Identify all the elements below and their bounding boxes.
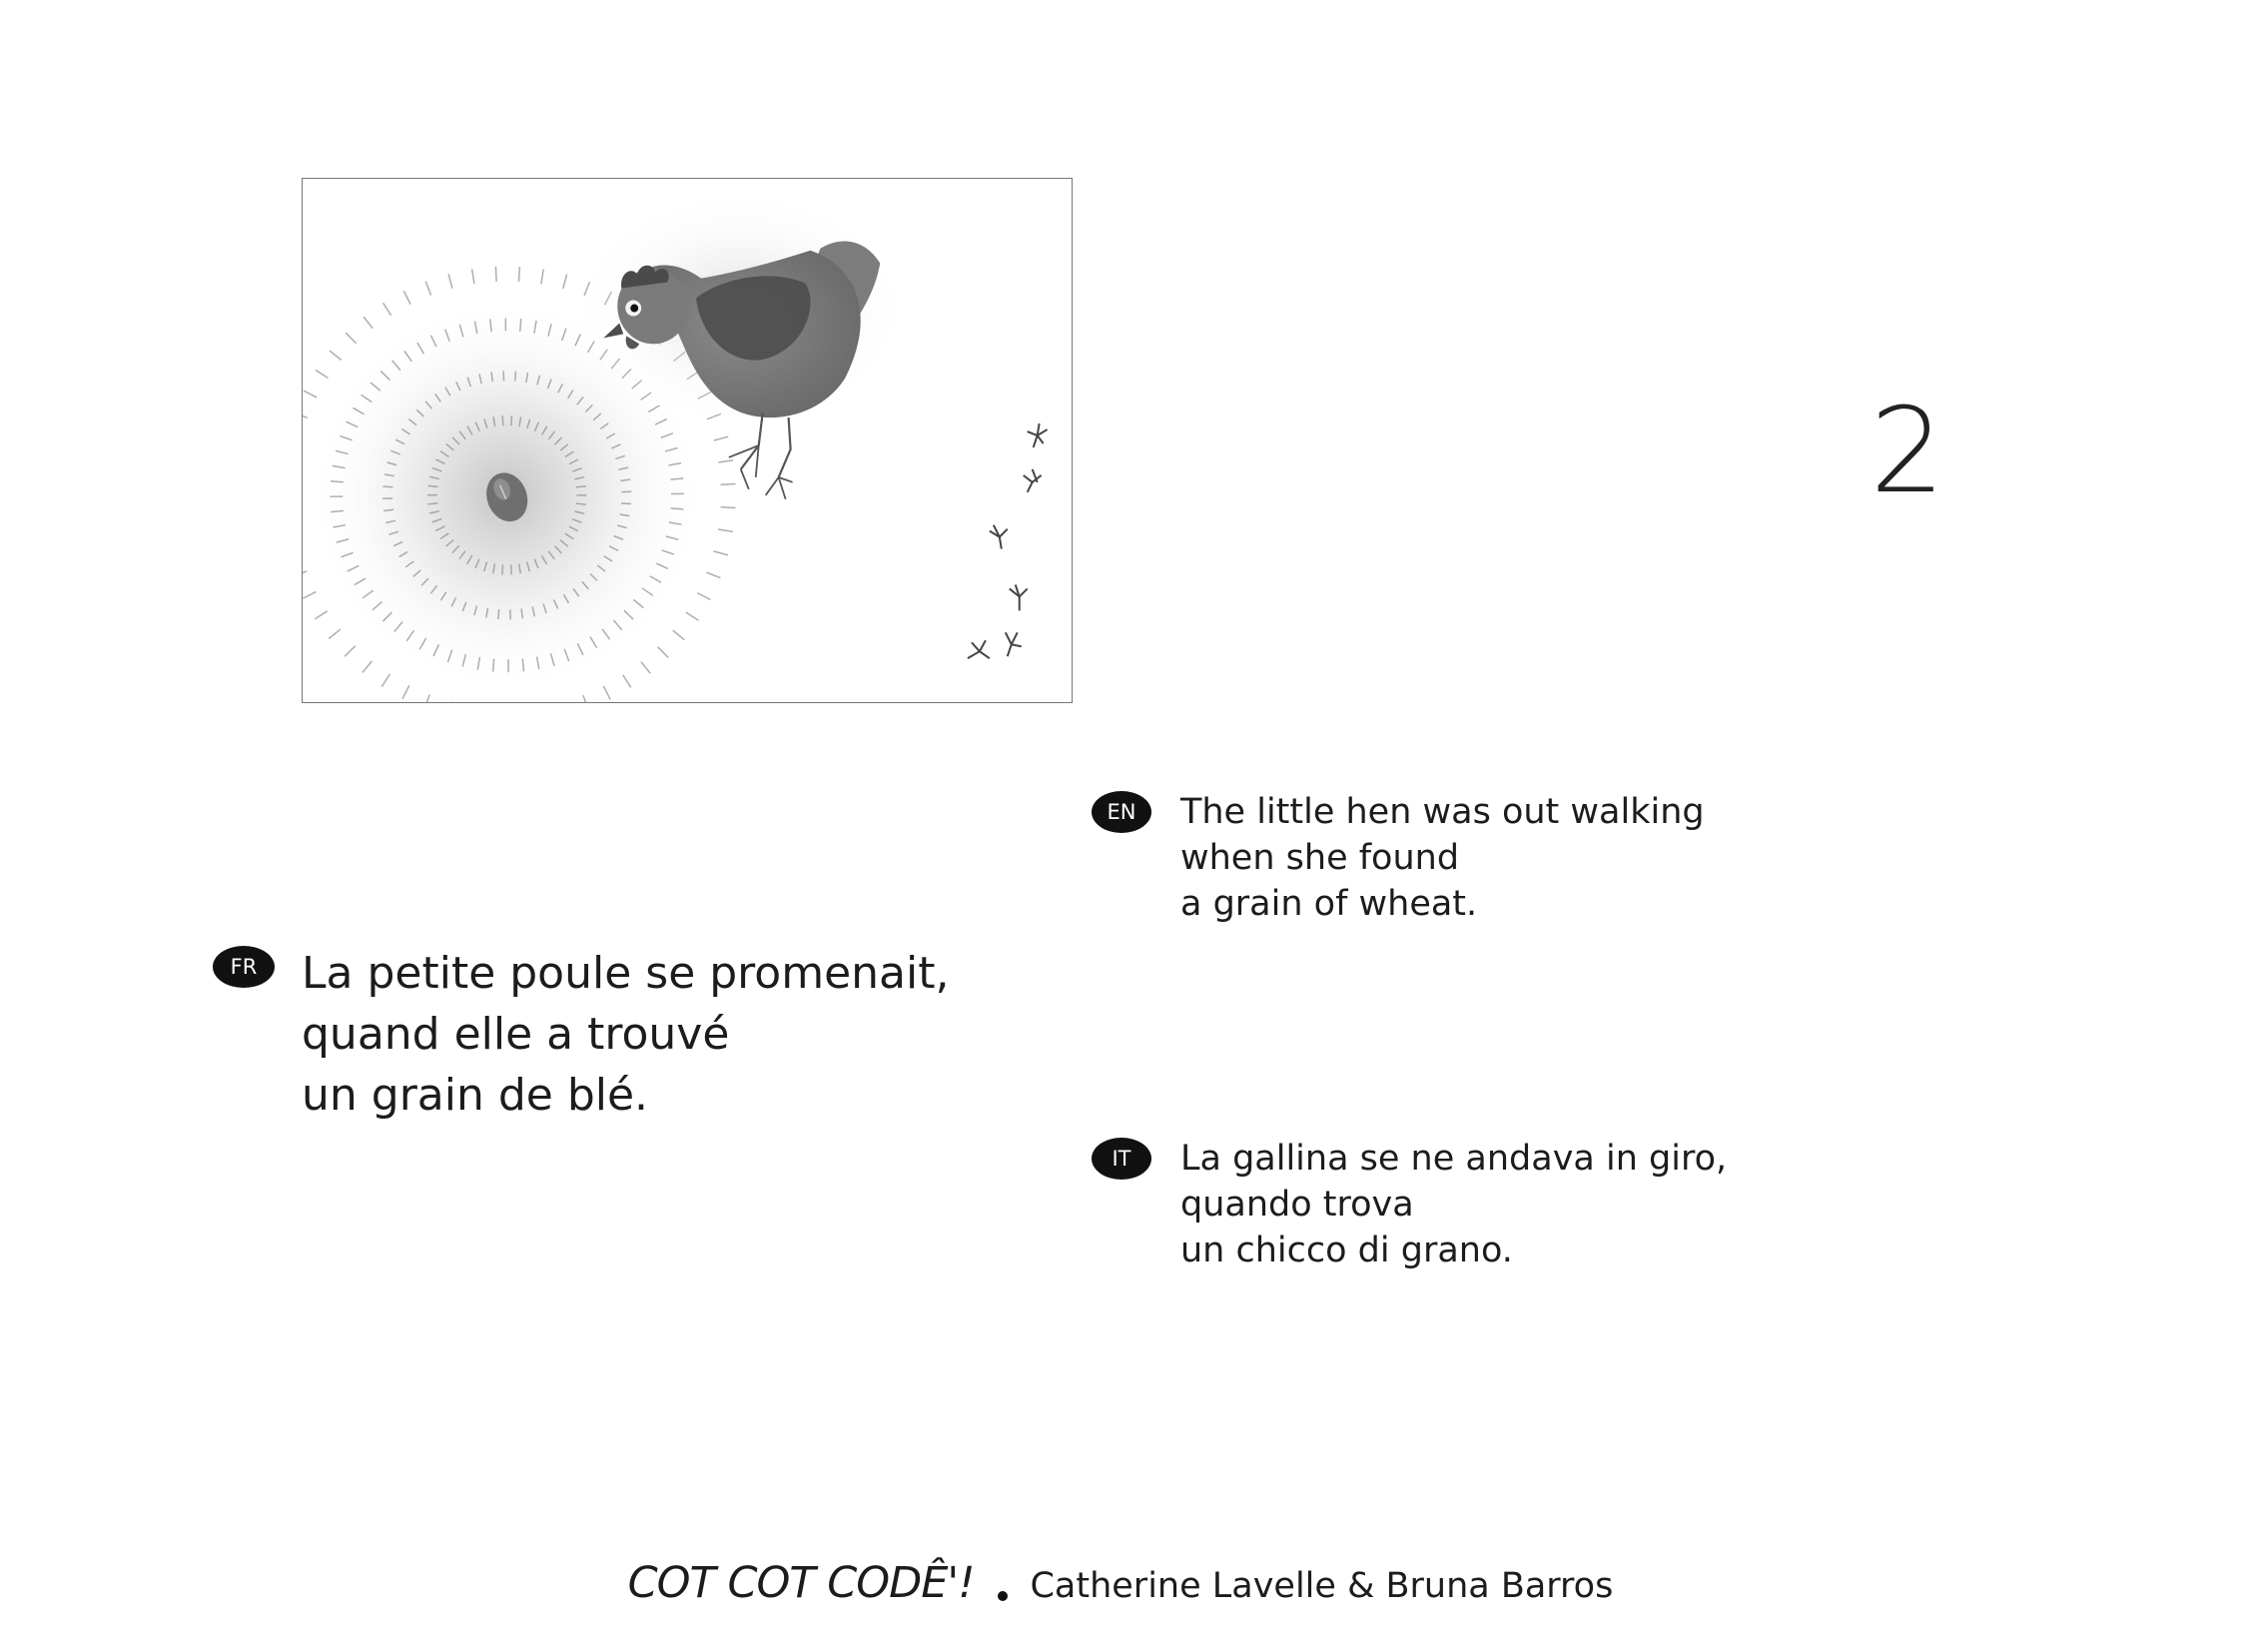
- glow-ray: [315, 611, 328, 619]
- en-text: [1180, 789, 1705, 927]
- it-text-line: quando trova: [1180, 1185, 1414, 1225]
- glow-ray: [382, 486, 392, 487]
- glow-ray: [713, 551, 727, 555]
- book-authors: Catherine Lavelle & Bruna Barros: [1030, 1566, 1614, 1606]
- glow-ray: [511, 564, 512, 574]
- glow-ray: [495, 267, 496, 282]
- glow-ray: [520, 319, 521, 332]
- footer-separator-dot: [998, 1591, 1008, 1601]
- en-text-line: a grain of wheat.: [1180, 884, 1478, 924]
- glow-ray: [671, 508, 684, 509]
- glow-ray: [541, 270, 543, 285]
- glow-ray: [345, 646, 356, 657]
- glow-ray: [363, 661, 372, 673]
- glow-ray: [364, 317, 373, 329]
- glow-ray: [673, 630, 685, 639]
- glow-ray: [346, 333, 357, 344]
- it-language-badge: IT: [1092, 1138, 1151, 1180]
- glow-ray: [303, 413, 308, 417]
- glow-ray: [686, 612, 699, 620]
- glow-ray: [424, 695, 429, 702]
- glow-ray: [448, 274, 452, 288]
- glow-ray: [515, 372, 516, 382]
- glow-ray: [697, 593, 710, 600]
- glow-ray: [658, 647, 669, 658]
- glow-ray: [502, 564, 503, 574]
- glow-ray: [425, 282, 430, 296]
- glow-ray: [721, 507, 736, 508]
- fr-text-line: La petite poule se promenait,: [302, 948, 950, 999]
- glow-ray: [511, 415, 512, 425]
- glow-ray: [519, 267, 520, 282]
- glow-ray: [603, 686, 610, 699]
- glow-ray: [583, 695, 588, 702]
- it-text-line: La gallina se ne andava in giro,: [1180, 1139, 1728, 1179]
- glow-ray: [329, 629, 341, 638]
- glow-ray: [472, 269, 474, 284]
- en-language-badge: EN: [1092, 791, 1151, 833]
- glow-ray: [403, 291, 410, 304]
- glow-ray: [331, 481, 344, 482]
- glow-ray: [502, 415, 503, 425]
- fr-text: [302, 943, 949, 1126]
- glow-ray: [718, 460, 733, 462]
- book-title: COT COT CODÊ'!: [627, 1558, 975, 1608]
- fr-text-line: un grain de blé.: [302, 1070, 649, 1121]
- page-number: 2: [1869, 382, 1945, 519]
- glow-ray: [706, 572, 720, 577]
- glow-ray: [563, 275, 567, 289]
- en-text-line: The little hen was out walking: [1180, 792, 1705, 832]
- glow-ray: [304, 391, 317, 398]
- footer: [0, 1558, 2241, 1608]
- glow-ray: [714, 436, 728, 440]
- it-text: [1180, 1136, 1727, 1273]
- glow-ray: [303, 571, 307, 576]
- glow-ray: [493, 659, 494, 672]
- en-text-line: when she found: [1180, 838, 1460, 878]
- fr-text-line: quand elle a trouvé: [302, 1009, 730, 1060]
- glow-ray: [721, 484, 736, 485]
- glow-ray: [383, 303, 391, 316]
- footprints: [968, 423, 1048, 658]
- glow-ray: [402, 685, 409, 698]
- glow-ray: [303, 591, 316, 598]
- glow-ray: [498, 609, 499, 619]
- glow-ray: [623, 675, 631, 688]
- glow-ray: [330, 351, 342, 360]
- glow-ray: [621, 503, 631, 504]
- glow-ray: [718, 529, 733, 531]
- glow-ray: [381, 674, 389, 687]
- glow-ray: [316, 370, 329, 378]
- fr-language-badge: FR: [213, 946, 275, 988]
- hen-illustration: [302, 178, 1073, 703]
- hen-illustration-art: [303, 179, 1072, 702]
- glow-ray: [641, 662, 650, 674]
- it-text-line: un chicco di grano.: [1180, 1231, 1513, 1270]
